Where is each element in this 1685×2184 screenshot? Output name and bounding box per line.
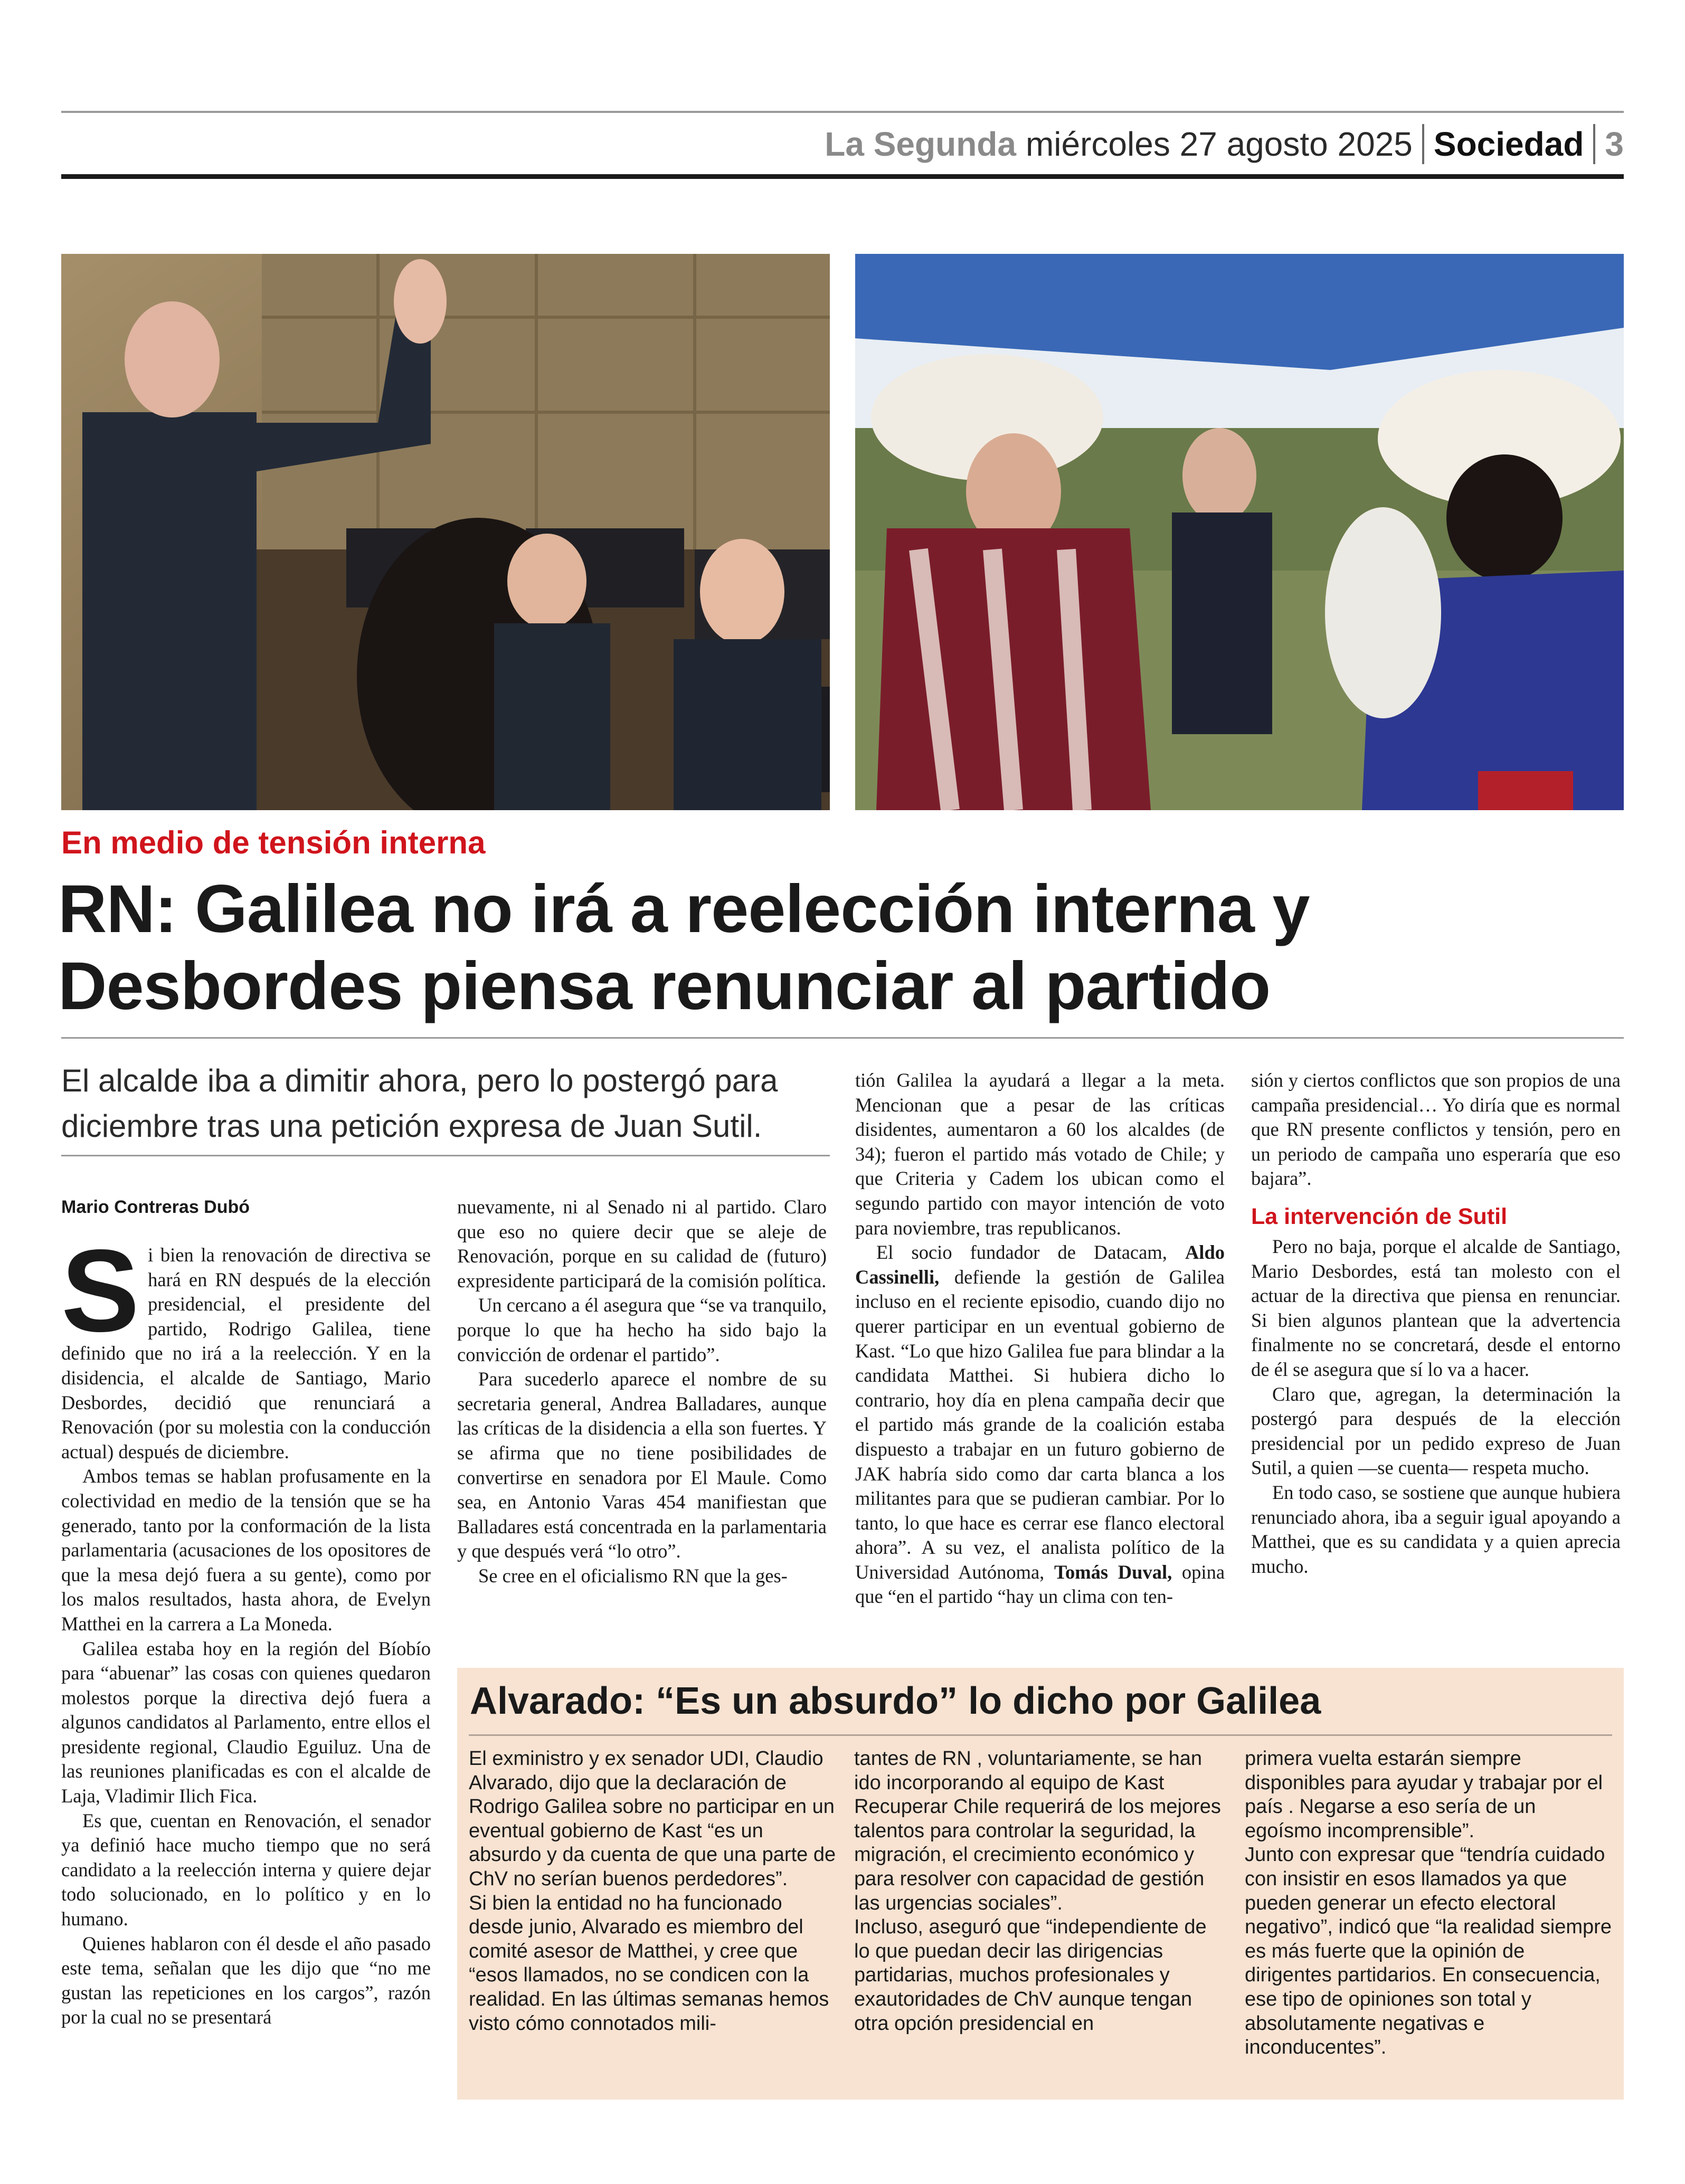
page-header: [61, 115, 1624, 173]
senate-chamber-photo: [61, 254, 830, 810]
article-paragraph: [61, 1226, 431, 1464]
deck-rule: [61, 1155, 830, 1156]
article-paragraph: En todo caso, se sostiene que aunque hubiera renunciado ahora, iba a seguir igual apoyando a Matthei, que es su candidata y a quien aprecia mucho.: [1251, 1481, 1621, 1577]
sidebar-rule: [469, 1734, 1612, 1736]
article-column-1: [61, 1226, 431, 2030]
top-rule: [61, 111, 1624, 113]
issue-date: miércoles 27 agosto 2025: [1025, 125, 1413, 163]
article-paragraph: Un cercano a él asegura que “se va tranquilo, porque lo que ha hecho ha sido bajo la convicción de ordenar el partido”.: [457, 1294, 827, 1365]
header-divider: [1422, 124, 1424, 164]
article-paragraph: Es que, cuentan en Renovación, el senador ya definió hace mucho tiempo que no será candidato a la reelección interna y quiere dejar todo solucionado, en lo político y en lo humano.: [61, 1809, 431, 1930]
sidebar-paragraph: Si bien la entidad no ha funcionado desde junio, Alvarado es miembro del comité asesor de Matthei, y cree que “esos llamados, no se condicen con la realidad. En las últimas semanas hemos visto cómo connotados mili-: [469, 1892, 829, 2035]
newspaper-brand: La Segunda: [825, 125, 1016, 163]
article-paragraph: Se cree en el oficialismo RN que la ges-: [478, 1564, 788, 1587]
article-paragraph: Ambos temas se hablan profusamente en la colectividad en medio de la tensión que se ha generado, tanto por la conformación de la lista parlamentaria (acusaciones de los opositores de que la mesa dejó fuera a su gente), como por los malos resultados, hasta ahora, de Evelyn Matthei en la carrera a La Moneda.: [61, 1465, 431, 1635]
article-paragraph: Galilea estaba hoy en la región del Bíobío para “abuenar” las cosas con quienes quedaron molestos porque la directiva dejó fuera a algunos candidatos al Parlamento, entre ellos el presidente regional, Claudio Eguiluz. Una de las reuniones planificadas es con el alcalde de Laja, Vladimir Ilich Fica.: [61, 1637, 431, 1807]
paragraph-text: El socio fundador de Datacam,: [876, 1241, 1185, 1264]
sidebar-title: Alvarado: “Es un absurdo” lo dicho por Galilea: [470, 1680, 1321, 1722]
article-paragraph: [855, 1240, 1225, 1609]
article-paragraph: tión Galilea la ayudará a llegar a la meta. Mencionan que a pesar de las críticas disidentes, aumentaron a 60 los alcaldes (de 34); fueron el partido más votado de Chile; y que Criteria y Cadem los ubican como el segundo partido con mayor intención de voto para noviembre, tras republicanos.: [855, 1069, 1225, 1239]
paragraph-text: i bien la renovación de directiva se hará en RN después de la elección presidencial, el presidente del partido, Rodrigo Galilea, tiene definido que no irá a la reelección. Y en la disidencia, el alcalde de Santiago, Mario Desbordes, decidió que renunciará a Renovación (por su molestia con la conducción actual) después de diciembre.: [61, 1244, 431, 1463]
section-name: Sociedad: [1433, 125, 1584, 163]
drop-cap: S: [61, 1226, 140, 1356]
page-number: 3: [1605, 125, 1624, 163]
paragraph-text: opina que “en el partido “hay un clima con ten-: [855, 1561, 1225, 1608]
deck: [61, 1058, 837, 1149]
headline-rule: [61, 1037, 1624, 1039]
header-divider: [1593, 124, 1595, 164]
subhead: La intervención de Sutil: [1251, 1203, 1508, 1229]
sidebar-box: [457, 1668, 1624, 2100]
sidebar-column-3: [1245, 1747, 1614, 2060]
article-column-2: [457, 1195, 827, 1589]
article-column-4: [1251, 1068, 1621, 1579]
paragraph-text: defiende la gestión de Galilea incluso en el reciente episodio, cuando dijo no querer participar en un eventual gobierno de Kast. “Lo que hizo Galilea fue para blindar a la candidata Matthei. Si hubiera dicho lo contrario, hoy día en plena campaña decir que el partido más grande de la coalición estaba dispuesto a trabajar en un futuro gobierno de JAK habría sido como dar carta blanca a los militantes para que se pudieran cambiar. Por lo tanto, lo que hace es cerrar ese flanco electoral ahora”. A su vez, el analista político de la Universidad Autónoma,: [855, 1266, 1225, 1583]
source-name: Tomás Duval,: [1054, 1561, 1172, 1583]
sidebar-paragraph: Incluso, aseguró que “independiente de lo que puedan decir las dirigencias partidarias, muchos profesionales y exautoridades de ChV aunque tengan otra opción presidencial en: [854, 1916, 1207, 2035]
deck-line: diciembre tras una petición expresa de Juan Sutil.: [61, 1108, 762, 1144]
sidebar-paragraph: tantes de RN , voluntariamente, se han ido incorporando al equipo de Kast Recuperar Chile requerirá de los mejores talentos para controlar la seguridad, la migración, el crecimiento económico y para resolver con capacidad de gestión las urgencias sociales”.: [854, 1748, 1221, 1914]
header-rule: [61, 174, 1624, 179]
article-paragraph: Quienes hablaron con él desde el año pasado este tema, señalan que les dijo que “no me gustan las repeticiones en los cargos”, razón por la cual no se presentará: [61, 1932, 431, 2028]
sidebar-column-2: [854, 1747, 1224, 2036]
article-paragraph: sión y ciertos conflictos que son propios de una campaña presidencial… Yo diría que es normal que RN presente conflictos y tensión, pero en un periodo de campaña uno esperaría que eso bajara”.: [1251, 1069, 1621, 1190]
kicker: En medio de tensión interna: [61, 825, 486, 860]
byline: Mario Contreras Dubó: [61, 1197, 250, 1217]
deck-line: El alcalde iba a dimitir ahora, pero lo postergó para: [61, 1063, 778, 1098]
article-paragraph: Pero no baja, porque el alcalde de Santiago, Mario Desbordes, está tan molesto con el actuar de la directiva que piensa en renunciar. Si bien algunos plantean que la advertencia finalmente no se concretará, desde el entorno de él se asegura que sí lo va a hacer.: [1251, 1235, 1621, 1380]
cueca-dancers-photo: [855, 254, 1624, 810]
sidebar-paragraph: primera vuelta estarán siempre disponibles para ayudar y trabajar por el país . Negarse a eso sería de un egoísmo incomprensible”.: [1245, 1748, 1603, 1842]
article-paragraph: Claro que, agregan, la determinación la postergó para después de la elección presidencial por un pedido expreso de Juan Sutil, a quien —se cuenta— respeta mucho.: [1251, 1383, 1621, 1479]
article-paragraph: nuevamente, ni al Senado ni al partido. Claro que eso no quiere decir que se aleje de Renovación, porque en su calidad de (futuro) expresidente participará de la comisión política.: [457, 1196, 827, 1292]
article-paragraph: Para sucederlo aparece el nombre de su secretaria general, Andrea Balladares, aunque las críticas de la disidencia a ella son fuertes. Y se afirma que no tiene posibilidades de convertirse en senadora por El Maule. Como sea, en Antonio Varas 454 manifiestan que Balladares está concentrada en la parlamentaria y que después verá “lo otro”.: [457, 1368, 827, 1562]
source-name: Aldo Cassinelli,: [855, 1241, 1225, 1288]
headline-line: RN: Galilea no irá a reelección interna y: [58, 871, 1310, 947]
sidebar-paragraph: El exministro y ex senador UDI, Claudio Alvarado, dijo que la declaración de Rodrigo Galilea sobre no participar en un eventual gobierno de Kast “es un absurdo y da cuenta de que una parte de ChV no serían buenos perdedores”.: [469, 1748, 836, 1890]
sidebar-column-1: [469, 1747, 838, 2036]
headline: [58, 871, 1621, 1025]
article-column-3: [855, 1068, 1225, 1609]
headline-line: Desbordes piensa renunciar al partido: [58, 948, 1271, 1024]
sidebar-paragraph: Junto con expresar que “tendría cuidado con insistir en esos llamados ya que pueden generar un efecto electoral negativo”, indicó que “la realidad siempre es más fuerte que la opinión de dirigentes partidarios. En consecuencia, ese tipo de opiniones son total y absolutamente negativas e inconducentes”.: [1245, 1844, 1612, 2059]
